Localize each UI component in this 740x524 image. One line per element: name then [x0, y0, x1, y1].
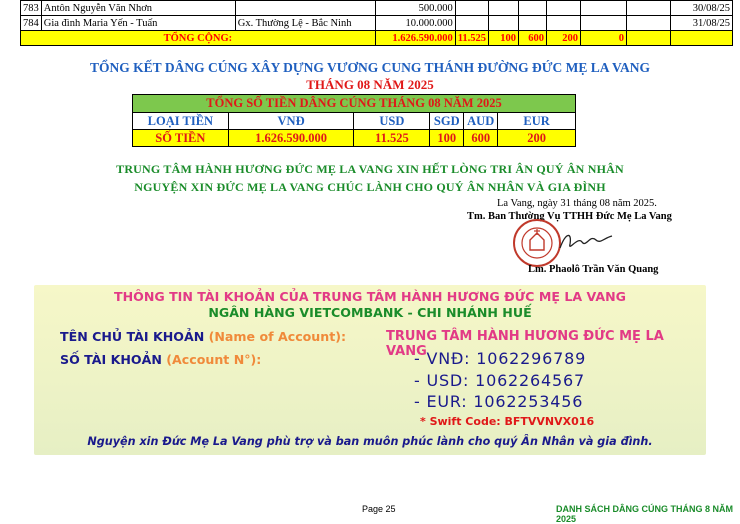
summary-columns-row: [133, 113, 576, 130]
column-header: USD: [354, 113, 430, 130]
amount-aud: [519, 16, 547, 31]
thanks-line-2: NGUYỆN XIN ĐỨC MẸ LA VANG CHÚC LÀNH CHO QUÝ ÂN NHÂN VÀ GIA ĐÌNH: [134, 180, 606, 194]
summary-values-row: [133, 130, 576, 147]
summary-header: TỔNG SỐ TIỀN DÂNG CÚNG THÁNG 08 NĂM 2025: [133, 95, 576, 113]
amount-sgd: [489, 16, 519, 31]
account-label: [60, 352, 261, 367]
total-aud: 600: [519, 31, 547, 46]
owner-label-en: (Name of Account):: [208, 329, 347, 344]
owner-label: [60, 329, 346, 344]
signature-role: Tm. Ban Thường Vụ TTHH Đức Mẹ La Vang: [467, 211, 672, 222]
column-header: VNĐ: [228, 113, 354, 130]
amount-eur: [547, 1, 581, 16]
amount-aud: [519, 1, 547, 16]
amount-usd: [455, 1, 488, 16]
donor-name: Antôn Nguyễn Văn Nhơn: [41, 1, 235, 16]
amount-usd: [455, 16, 488, 31]
summary-header-row: [133, 95, 576, 113]
account-label-en: (Account N°):: [166, 352, 262, 367]
row-number: 783: [21, 1, 42, 16]
total-other: 0: [581, 31, 627, 46]
summary-value: SỐ TIỀN: [133, 130, 229, 147]
amount-vnd: 10.000.000: [375, 16, 455, 31]
donor-name: Gia đình Maria Yến - Tuấn: [41, 16, 235, 31]
summary-month: THÁNG 08 NĂM 2025: [306, 77, 434, 92]
summary-title: TỔNG KẾT DÂNG CÚNG XÂY DỰNG VƯƠNG CUNG THÁNH ĐƯỜNG ĐỨC MẸ LA VANG: [90, 60, 650, 75]
footer-title: DANH SÁCH DÂNG CÚNG THÁNG 8 NĂM 2025: [556, 504, 733, 524]
summary-value: 600: [464, 130, 498, 147]
column-header: EUR: [498, 113, 576, 130]
total-row: [21, 31, 733, 46]
summary-table: [132, 94, 576, 147]
account-eur: - EUR: 1062253456: [414, 392, 584, 411]
swift-code: * Swift Code: BFTVVNVX016: [420, 415, 595, 428]
column-header: LOẠI TIỀN: [133, 113, 229, 130]
bank-info-title: THÔNG TIN TÀI KHOẢN CỦA TRUNG TÂM HÀNH HƯƠNG ĐỨC MẸ LA VANG: [113, 289, 627, 304]
donation-date: 30/08/25: [671, 1, 733, 16]
summary-value: 11.525: [354, 130, 430, 147]
amount-vnd: 500.000: [375, 1, 455, 16]
total-sgd: 100: [489, 31, 519, 46]
column-header: AUD: [464, 113, 498, 130]
handwritten-signature-icon: [556, 226, 616, 256]
owner-label-vi: TÊN CHỦ TÀI KHOẢN: [60, 329, 205, 344]
summary-value: 200: [498, 130, 576, 147]
page-number: Page 25: [362, 504, 396, 514]
donor-address: Gx. Thường Lệ - Bắc Ninh: [235, 16, 375, 31]
table-row: [21, 1, 733, 16]
total-label: TỔNG CỘNG:: [21, 31, 376, 46]
donation-ledger-table: [20, 0, 733, 46]
total-vnd: 1.626.590.000: [375, 31, 455, 46]
summary-value: 100: [430, 130, 464, 147]
signature-place-date: La Vang, ngày 31 tháng 08 năm 2025.: [497, 198, 657, 209]
amount-sgd: [489, 1, 519, 16]
total-blank: [627, 31, 671, 46]
account-label-vi: SỐ TÀI KHOẢN: [60, 352, 162, 367]
signature-name: Lm. Phaolô Trần Văn Quang: [528, 264, 659, 275]
column-header: SGD: [430, 113, 464, 130]
summary-value: 1.626.590.000: [228, 130, 354, 147]
donation-date: 31/08/25: [671, 16, 733, 31]
amount-other: [581, 16, 627, 31]
account-usd: - USD: 1062264567: [414, 371, 585, 390]
thanks-line-1: TRUNG TÂM HÀNH HƯƠNG ĐỨC MẸ LA VANG XIN HẾT LÒNG TRI ÂN QUÝ ÂN NHÂN: [116, 162, 624, 176]
amount-extra: [627, 16, 671, 31]
owner-value: TRUNG TÂM HÀNH HƯƠNG ĐỨC MẸ LA VANG: [386, 329, 664, 359]
total-usd: 11.525: [455, 31, 488, 46]
blessing-text: Nguyện xin Đức Mẹ La Vang phù trợ và ban muôn phúc lành cho quý Ân Nhân và gia đình.: [87, 435, 653, 448]
amount-eur: [547, 16, 581, 31]
account-vnd: - VNĐ: 1062296789: [414, 349, 587, 368]
row-number: 784: [21, 16, 42, 31]
bank-name: NGÂN HÀNG VIETCOMBANK - CHI NHÁNH HUẾ: [208, 305, 532, 320]
total-eur: 200: [547, 31, 581, 46]
table-row: [21, 16, 733, 31]
donor-address: [235, 1, 375, 16]
total-blank: [671, 31, 733, 46]
amount-extra: [627, 1, 671, 16]
amount-other: [581, 1, 627, 16]
bank-info-box: [34, 285, 706, 455]
seal-stamp-icon: [512, 218, 562, 268]
